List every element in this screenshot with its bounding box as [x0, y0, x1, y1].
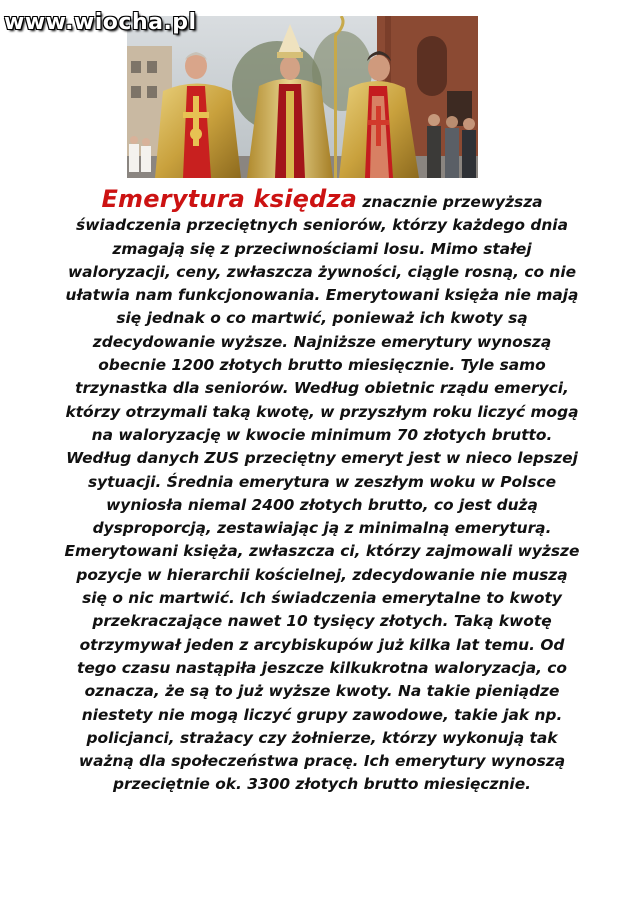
article-body: znacznie przewyższa świadczenia przeciętnych seniorów, którzy każdego dnia zmagają się z przeciwnościami losu. Mimo stałej waloryzacji, ceny, zwłaszcza żywności, ciągle rosną, co nie ułatwia nam funkcjonowania. Emerytowani księża nie mają się jednak o co martwić, ponieważ ich kwoty są zdecydowanie wyższe. Najniższe emerytury wynoszą obecnie 1200 złotych brutto miesięcznie. Tyle samo trzynastka dla seniorów. Według obietnic rządu emeryci, którzy otrzymali taką kwotę, w przyszłym roku liczyć mogą na waloryzację w kwocie minimum 70 złotych brutto. Według danych ZUS przeciętny emeryt jest w nieco lepszej sytuacji. Średnia emerytura w zeszłym woku w Polsce wyniosła niemal 2400 złotych brutto, co jest dużą dysproporcją, zestawiając ją z minimalną emeryturą. Emerytowani księża, zwłaszcza ci, którzy zajmowali wyższe pozycje w hierarchii kościelnej, zdecydowanie nie muszą się o nic martwić. Ich świadczenia emerytalne to kwoty przekraczające nawet 10 tysięcy złotych. Taką kwotę otrzymywał jeden z arcybiskupów już kilka lat temu. Od tego czasu nastąpiła jeszcze kilkukrotna waloryzacja, co oznacza, że są to już wyższe kwoty. Na takie pieniądze niestety nie mogą liczyć grupy zawodowe, takie jak np. policjanci, strażacy czy żołnierze, którzy wykonują tak ważną dla społeczeństwa pracę. Ich emerytury wynoszą przeciętnie ok. 3300 złotych brutto miesięcznie. [64, 193, 580, 794]
site-watermark: www.wiocha.pl [4, 10, 197, 35]
clergy-photo [127, 16, 478, 178]
article-text [62, 185, 582, 797]
article-lead: Emerytura księdza [101, 185, 358, 213]
